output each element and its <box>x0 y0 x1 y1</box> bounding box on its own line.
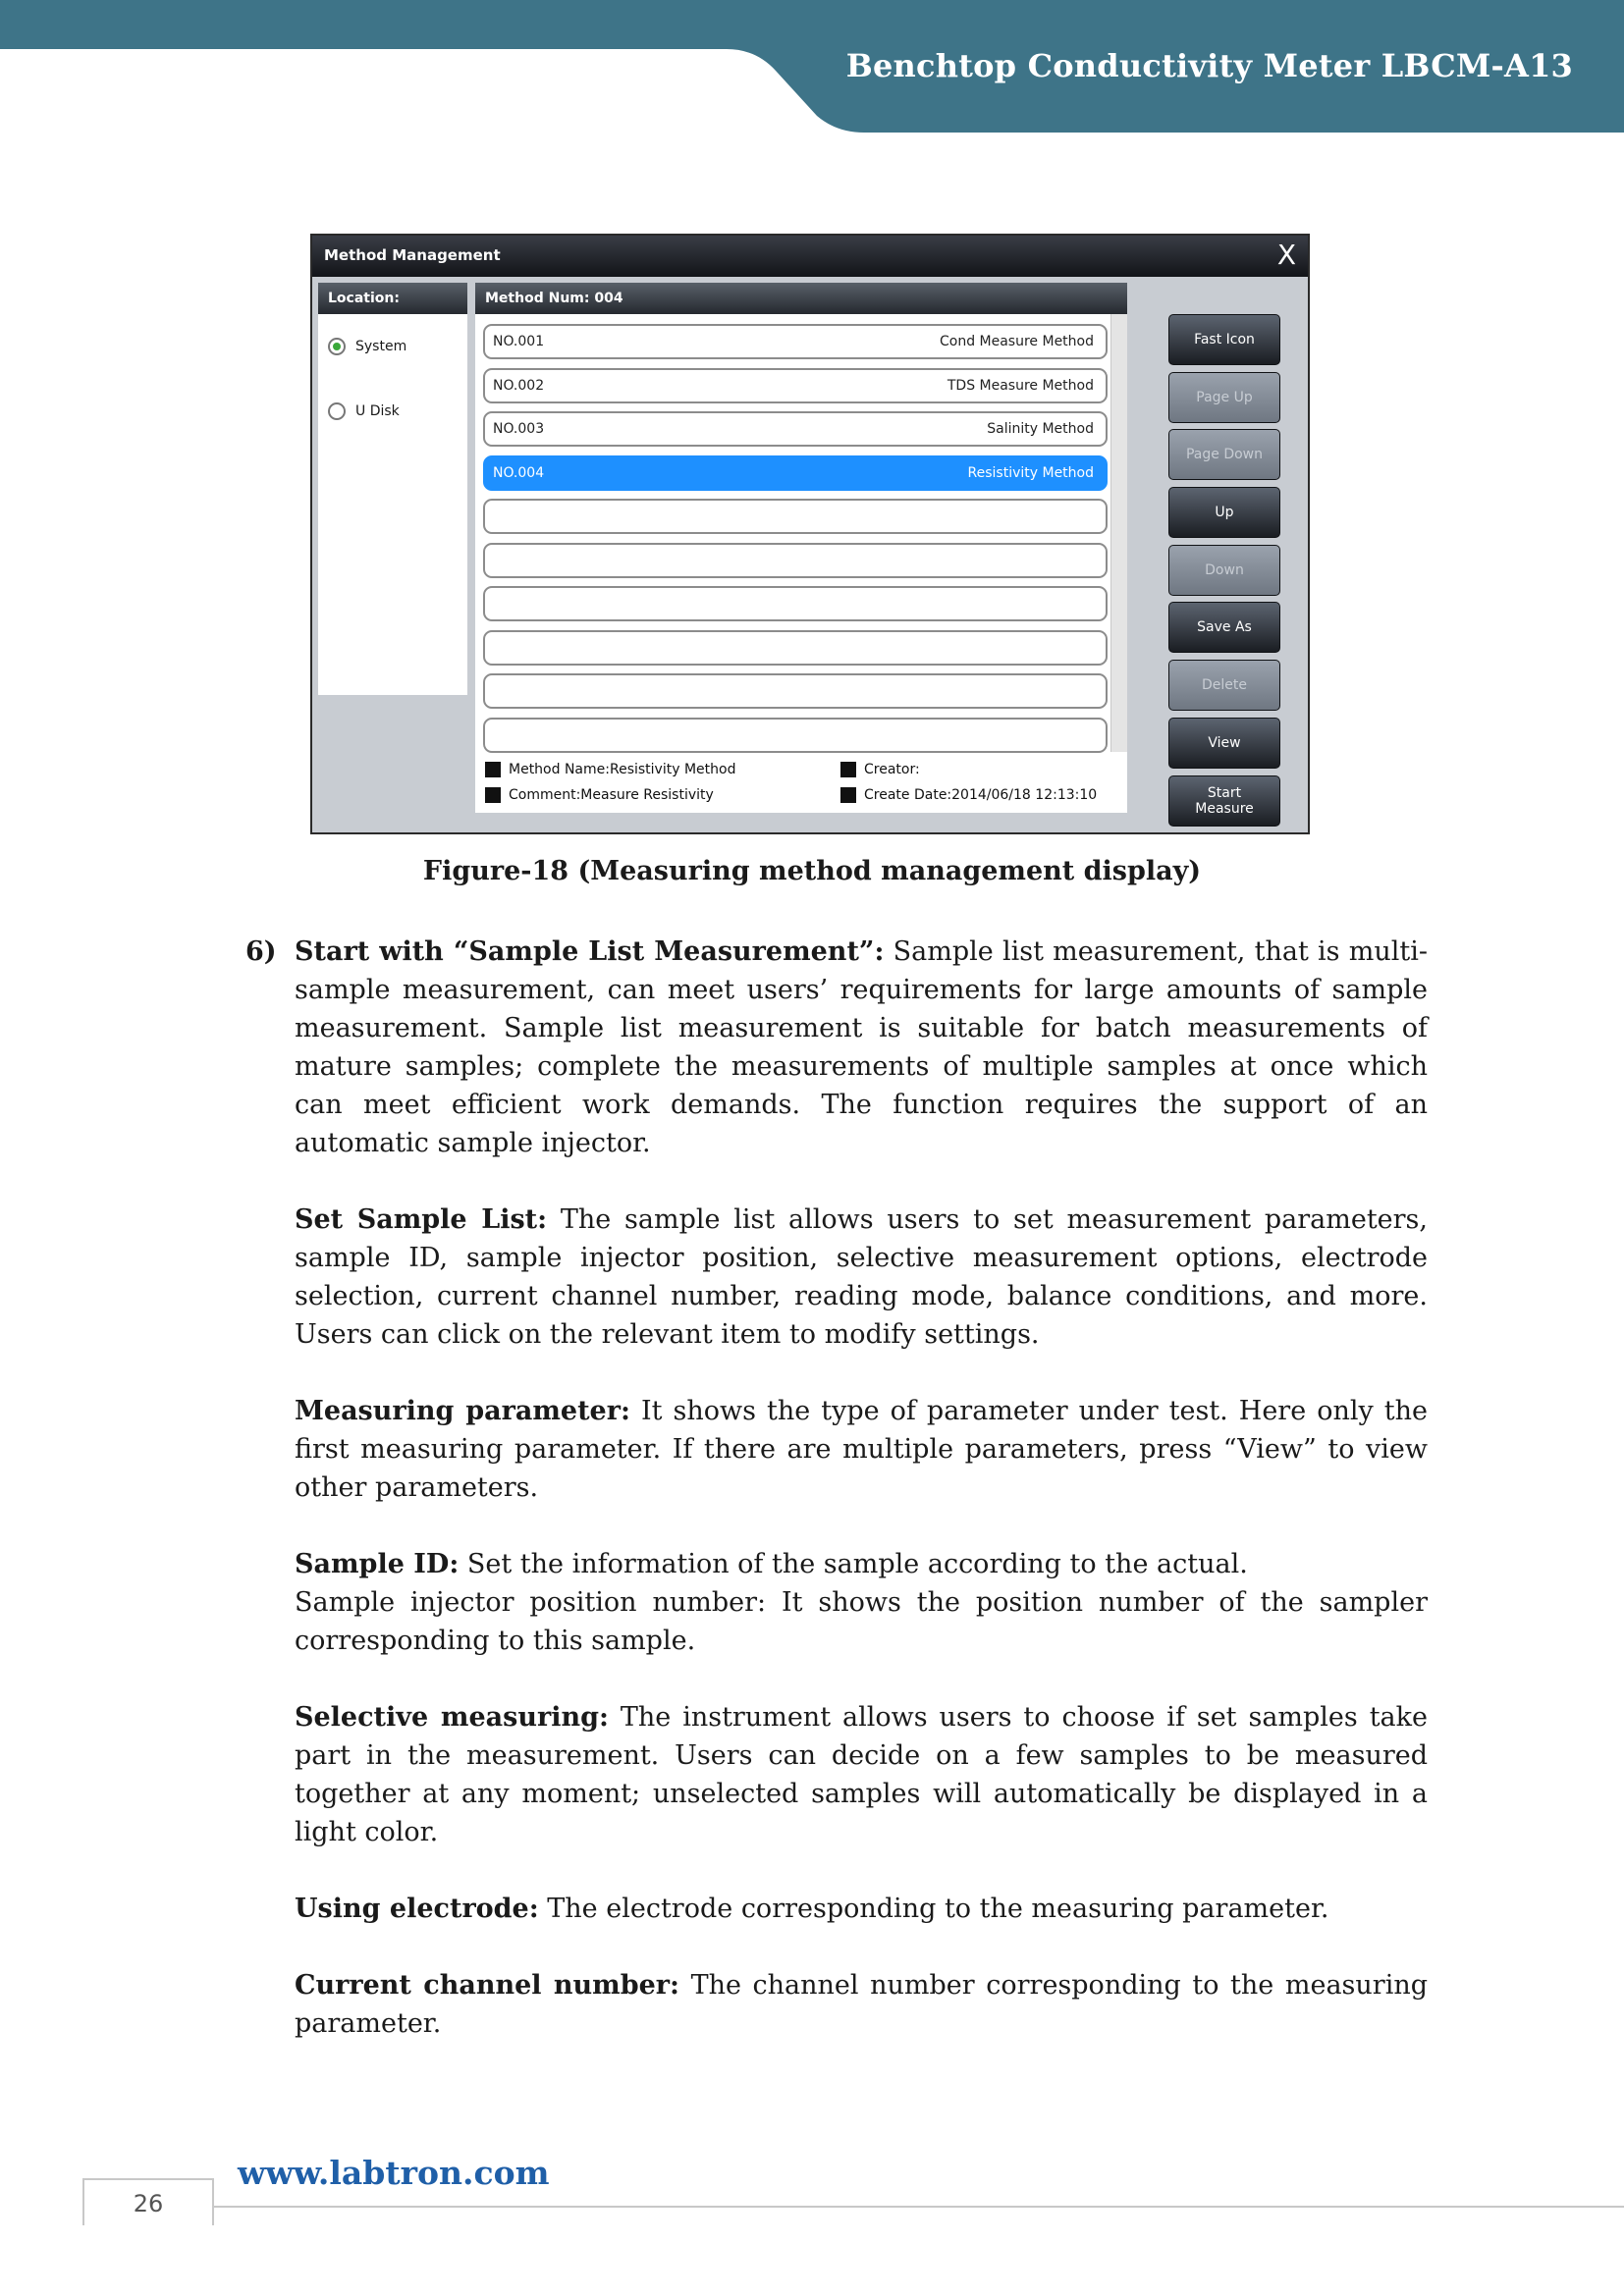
measuring-parameter-text: It shows the type of parameter under test. Here only the first measuring parameter. If there are multiple parameters, press “View” to view other parameters. <box>295 1396 1428 1503</box>
section-intro <box>295 933 1428 1162</box>
create-date-text: Create Date:2014/06/18 12:13:10 <box>864 787 1098 803</box>
current-channel-text: The channel number corresponding to the measuring parameter. <box>295 1970 1428 2039</box>
method-row[interactable] <box>483 368 1108 403</box>
window-titlebar <box>312 236 1308 277</box>
method-number: NO.003 <box>493 421 545 437</box>
location-option-label: System <box>355 339 407 354</box>
section-intro-text: Sample list measurement, that is multi-sample measurement, can meet users’ requirements for large amounts of sample measurement. Sample list measurement is suitable for batch measurements of mature samples; complete the measurements of multiple samples at once which can meet efficient work demands. The function requires the support of an automatic sample injector. <box>295 936 1428 1158</box>
method-num-heading: Method Num: 004 <box>475 283 1127 314</box>
method-row[interactable] <box>483 411 1108 447</box>
method-row-empty[interactable] <box>483 543 1108 578</box>
method-name: Salinity Method <box>987 421 1094 437</box>
method-row-empty[interactable] <box>483 630 1108 666</box>
delete-button[interactable]: Delete <box>1168 660 1280 711</box>
create-date-info <box>840 787 1097 803</box>
method-row[interactable] <box>483 324 1108 359</box>
footer-divider <box>214 2206 1624 2208</box>
comment-text: Comment:Measure Resistivity <box>509 787 714 803</box>
using-electrode-paragraph <box>295 1890 1428 1928</box>
website-link[interactable]: www.labtron.com <box>238 2154 550 2192</box>
window-title: Method Management <box>324 246 501 264</box>
figure-caption: Figure-18 (Measuring method management display) <box>422 856 1202 886</box>
selective-measuring-label: Selective measuring: <box>295 1702 609 1733</box>
current-channel-paragraph <box>295 1966 1428 2043</box>
selective-measuring-paragraph <box>295 1698 1428 1851</box>
selective-measuring-text: The instrument allows users to choose if set samples take part in the measurement. Users can decide on a few samples to be measured together at any moment; unselected samples will automatically be displayed in a light color. <box>295 1702 1428 1847</box>
measuring-parameter-paragraph <box>295 1392 1428 1507</box>
bullet-square-icon <box>485 787 501 803</box>
close-icon[interactable]: X <box>1276 239 1296 271</box>
fast-icon-button[interactable]: Fast Icon <box>1168 314 1280 365</box>
current-channel-label: Current channel number: <box>295 1970 679 2001</box>
method-name-text: Method Name:Resistivity Method <box>509 762 736 777</box>
injector-position-paragraph: Sample injector position number: It shows the position number of the sampler corresponding to this sample. <box>295 1587 1428 1656</box>
document-title: Benchtop Conductivity Meter LBCM-A13 <box>845 47 1573 84</box>
view-button[interactable]: View <box>1168 718 1280 769</box>
measuring-parameter-label: Measuring parameter: <box>295 1396 630 1426</box>
method-row-selected[interactable] <box>483 455 1108 491</box>
page-down-button[interactable]: Page Down <box>1168 429 1280 480</box>
location-option-label: U Disk <box>355 403 400 419</box>
save-as-button[interactable]: Save As <box>1168 602 1280 653</box>
using-electrode-text: The electrode corresponding to the measuring parameter. <box>538 1894 1329 1924</box>
method-name: TDS Measure Method <box>947 377 1094 394</box>
start-measure-button[interactable]: Start Measure <box>1168 775 1280 827</box>
up-button[interactable]: Up <box>1168 487 1280 538</box>
method-name: Resistivity Method <box>967 464 1094 481</box>
bullet-square-icon <box>840 762 856 777</box>
method-row-empty[interactable] <box>483 586 1108 621</box>
method-info <box>483 758 1121 809</box>
creator-info <box>840 762 920 777</box>
radio-unselected-icon[interactable] <box>328 402 346 420</box>
method-number: NO.001 <box>493 334 545 349</box>
method-row-empty[interactable] <box>483 499 1108 534</box>
method-name-info <box>485 762 735 777</box>
sample-id-text: Set the information of the sample according to the actual. <box>459 1549 1248 1579</box>
method-number: NO.004 <box>493 464 545 481</box>
section-title: Start with “Sample List Measurement”: <box>295 936 885 967</box>
page-number: 26 <box>82 2178 214 2225</box>
method-row-empty[interactable] <box>483 718 1108 753</box>
method-number: NO.002 <box>493 377 545 394</box>
method-row-empty[interactable] <box>483 673 1108 709</box>
method-name: Cond Measure Method <box>939 334 1094 349</box>
action-buttons <box>1168 314 1280 832</box>
sample-id-paragraph <box>295 1545 1428 1583</box>
method-list-scrollbar[interactable] <box>1110 314 1127 752</box>
set-sample-list-label: Set Sample List: <box>295 1204 548 1235</box>
set-sample-list-paragraph <box>295 1201 1428 1354</box>
bullet-square-icon <box>840 787 856 803</box>
section-number: 6) <box>245 936 277 967</box>
down-button[interactable]: Down <box>1168 545 1280 596</box>
sample-id-label: Sample ID: <box>295 1549 460 1579</box>
location-option-system[interactable] <box>328 338 406 355</box>
creator-text: Creator: <box>864 762 920 777</box>
bullet-square-icon <box>485 762 501 777</box>
set-sample-list-text: The sample list allows users to set measurement parameters, sample ID, sample injector position, selective measurement options, electrode selection, current channel number, reading mode, balance conditions, and more. Users can click on the relevant item to modify settings. <box>295 1204 1428 1350</box>
location-heading: Location: <box>318 283 467 314</box>
location-panel <box>318 283 467 695</box>
method-management-screenshot <box>310 234 1310 834</box>
page-up-button[interactable]: Page Up <box>1168 372 1280 423</box>
using-electrode-label: Using electrode: <box>295 1894 539 1924</box>
comment-info <box>485 787 714 803</box>
method-list <box>483 324 1108 761</box>
method-panel <box>475 283 1127 813</box>
location-option-udisk[interactable] <box>328 402 400 420</box>
radio-selected-icon[interactable] <box>328 338 346 355</box>
